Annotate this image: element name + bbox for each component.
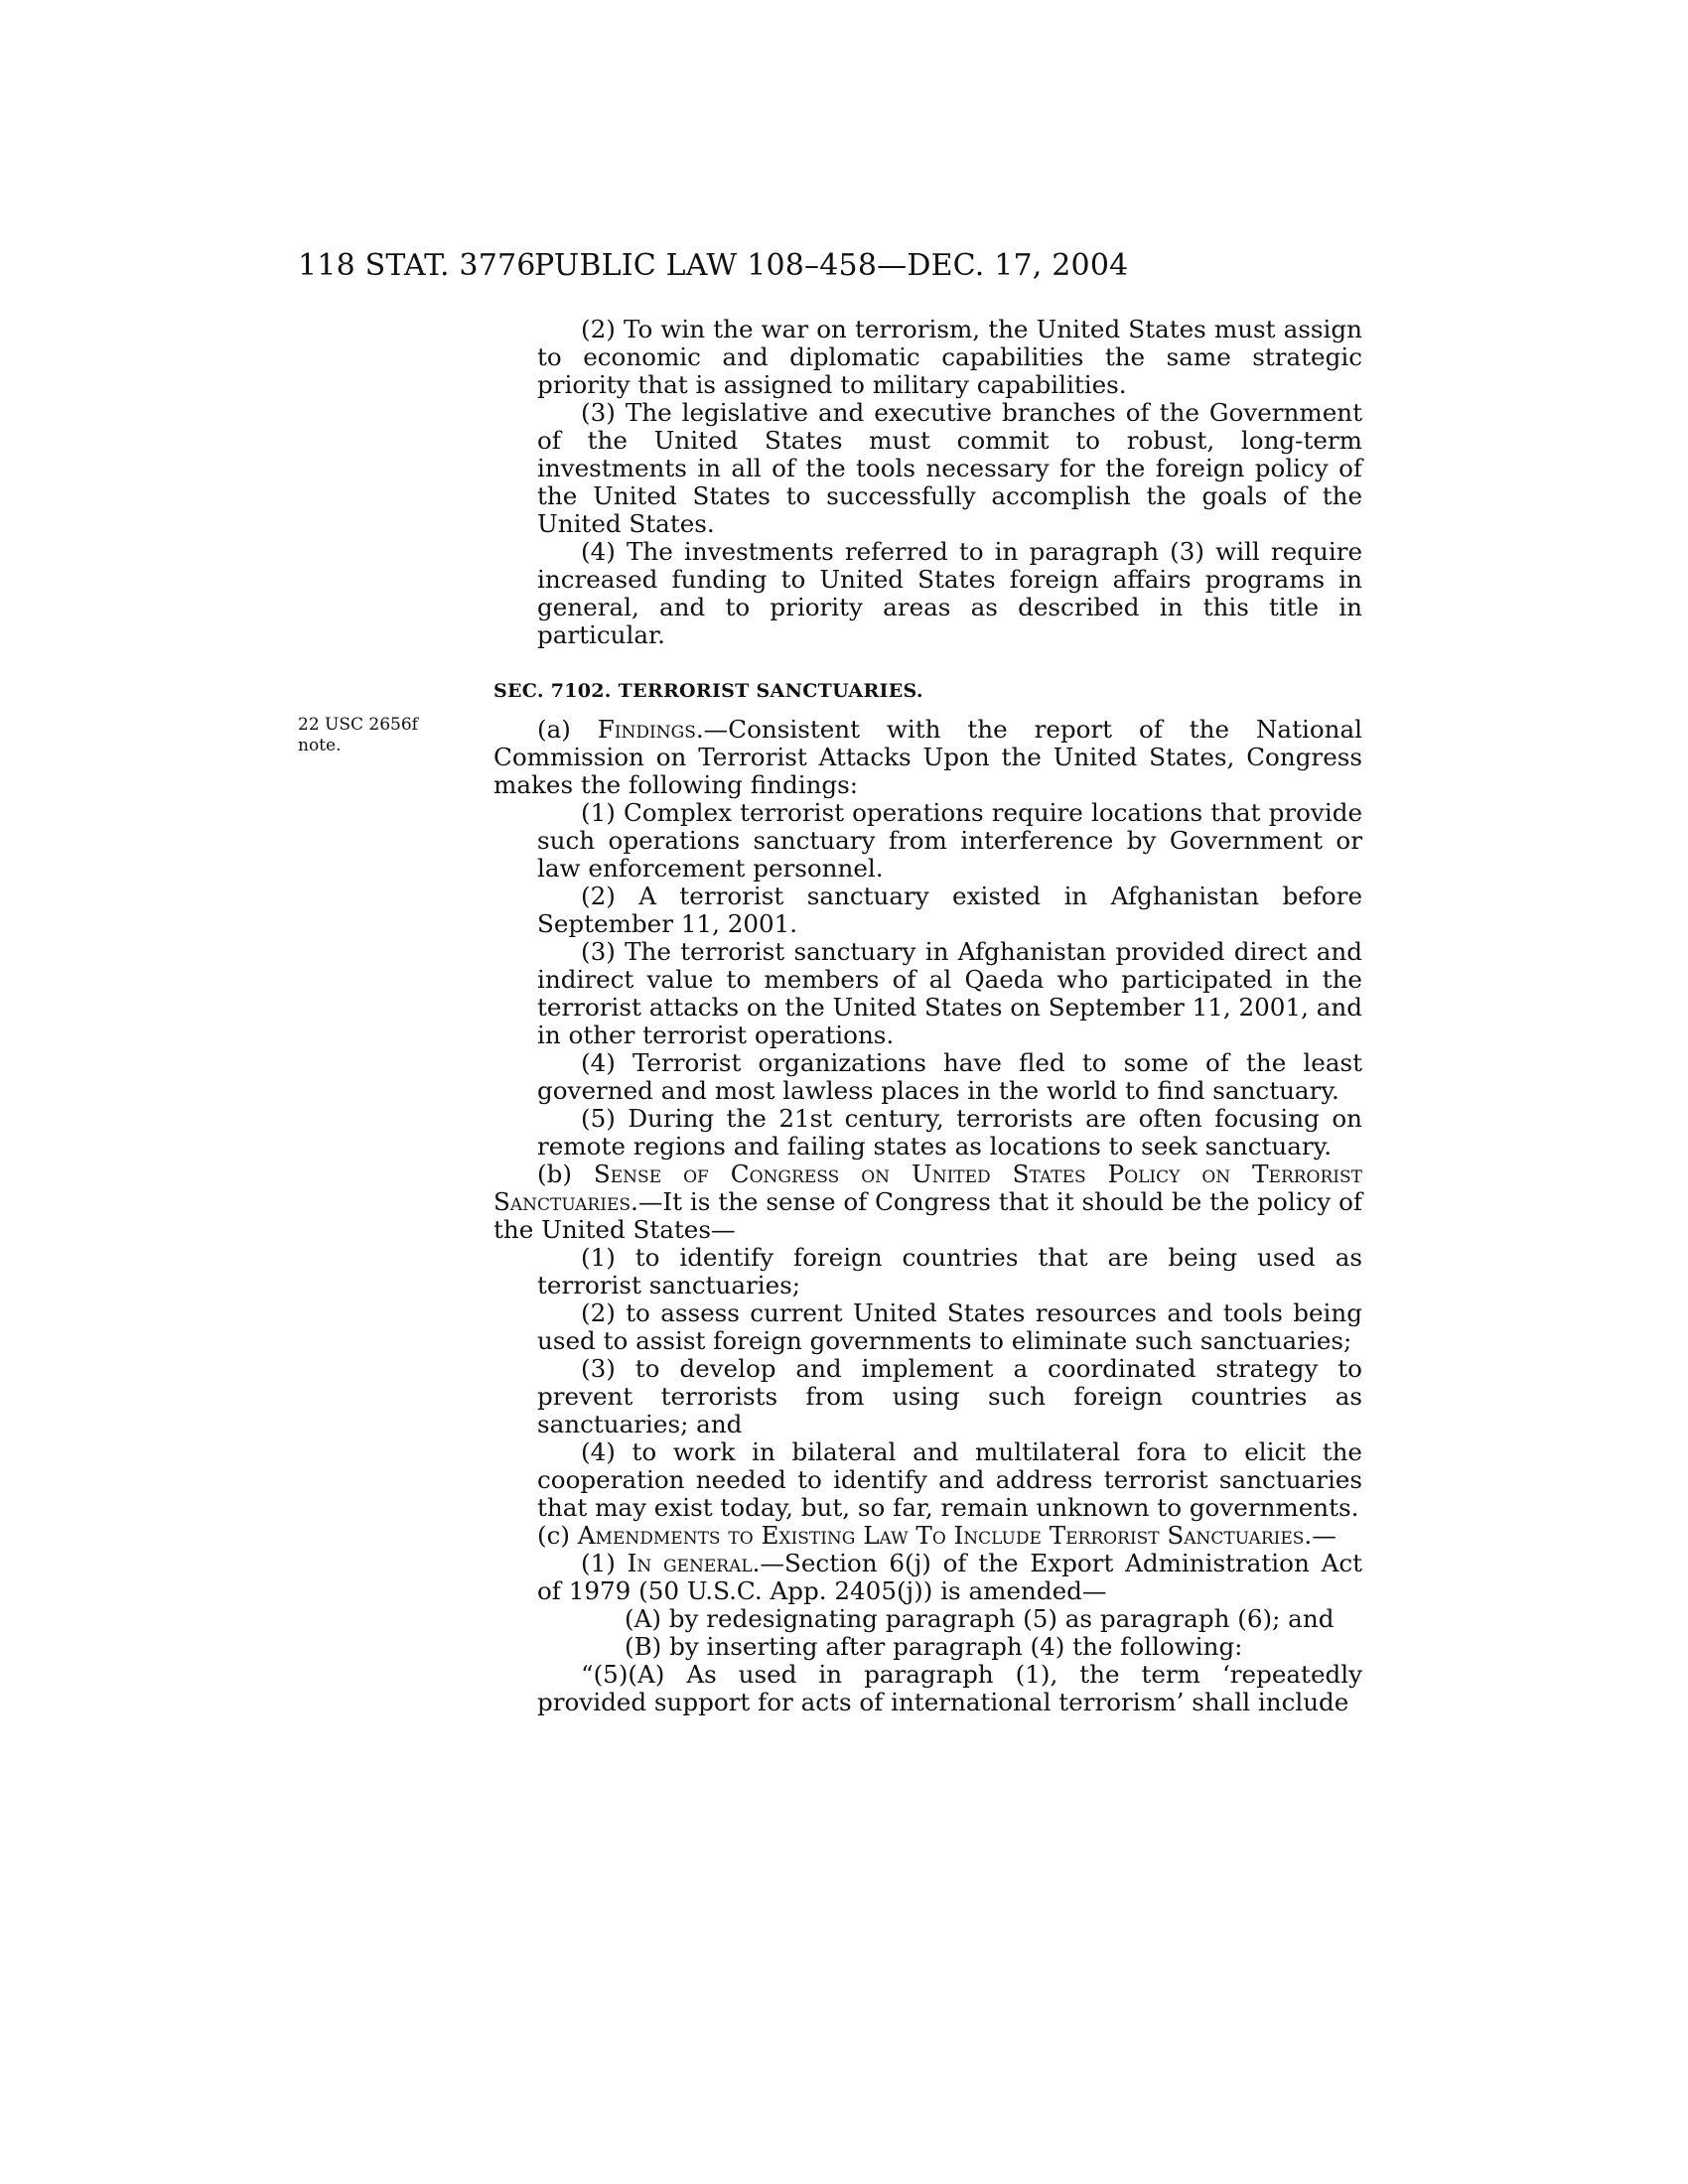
margin-note-line: 22 USC 2656f <box>298 715 418 735</box>
paragraph-heading: In general <box>627 1549 753 1577</box>
statute-page-number: 118 STAT. 3776 <box>298 248 536 283</box>
paragraph-3: (3) The legislative and executive branches of the Government of the United States must commit to robust, long-term investments in all of the tools necessary for the foreign policy of the United States to successfully accomplish the goals of the United States. <box>537 398 1362 538</box>
subsection-b <box>493 1160 1362 1244</box>
subsection-text: .—Consistent with the report of the National Commission on Terrorist Attacks Upon the United States, Congress makes the following findings: <box>493 715 1363 799</box>
running-header-title: PUBLIC LAW 108–458—DEC. 17, 2004 <box>534 248 1129 283</box>
subparagraph-a: (A) by redesignating paragraph (5) as paragraph (6); and <box>625 1604 1335 1633</box>
subsection-a <box>493 716 1362 799</box>
margin-note-line: note. <box>298 736 342 755</box>
paragraph-label: (1) <box>581 1549 628 1577</box>
subsection-text: .— <box>1304 1521 1336 1550</box>
document-body <box>493 316 1362 1716</box>
section-heading: SEC. 7102. TERRORIST SANCTUARIES. <box>493 680 923 702</box>
policy-item-2: (2) to assess current United States resources and tools being used to assist foreign governments to eliminate such sanctuaries; <box>537 1298 1362 1355</box>
subsection-label: (c) <box>537 1521 578 1550</box>
paragraph-text: .—Section 6(j) of the Export Administration Act of 1979 (50 U.S.C. App. 2405(j)) is amended— <box>537 1549 1362 1605</box>
subsection-label: (a) <box>537 715 598 744</box>
finding-4: (4) Terrorist organizations have fled to some of the least governed and most lawless places in the world to find sanctuary. <box>537 1048 1362 1105</box>
subsection-heading: Findings <box>597 715 696 744</box>
finding-3: (3) The terrorist sanctuary in Afghanistan provided direct and indirect value to members of al Qaeda who participated in the terrorist attacks on the United States on September 11, 2001, and in other terrorist operations. <box>537 937 1362 1049</box>
policy-item-4: (4) to work in bilateral and multilateral fora to elicit the cooperation needed to identify and address terrorist sanctuaries that may exist today, but, so far, remain unknown to governments. <box>537 1437 1362 1522</box>
finding-2: (2) A terrorist sanctuary existed in Afghanistan before September 11, 2001. <box>537 882 1362 938</box>
subparagraph-b: (B) by inserting after paragraph (4) the following: <box>625 1632 1243 1661</box>
finding-1: (1) Complex terrorist operations require locations that provide such operations sanctuary from interference by Government or law enforcement personnel. <box>537 798 1362 883</box>
subsection-text: .—It is the sense of Congress that it should be the policy of the United States— <box>493 1187 1362 1244</box>
subsection-heading: Sense of Congress on United States Policy on Terrorist Sanctuaries <box>493 1160 1362 1216</box>
policy-item-1: (1) to identify foreign countries that are being used as terrorist sanctuaries; <box>537 1243 1362 1299</box>
quoted-amendment: “(5)(A) As used in paragraph (1), the term ‘repeatedly provided support for acts of international terrorism’ shall include <box>537 1660 1362 1716</box>
margin-note <box>298 715 418 756</box>
finding-5: (5) During the 21st century, terrorists are often focusing on remote regions and failing states as locations to seek sanctuary. <box>537 1104 1362 1160</box>
paragraph-2: (2) To win the war on terrorism, the United States must assign to economic and diplomatic capabilities the same strategic priority that is assigned to military capabilities. <box>537 315 1362 399</box>
subsection-label: (b) <box>537 1160 594 1188</box>
policy-item-3: (3) to develop and implement a coordinated strategy to prevent terrorists from using such foreign countries as sanctuaries; and <box>537 1354 1362 1438</box>
paragraph-4: (4) The investments referred to in paragraph (3) will require increased funding to United States foreign affairs programs in general, and to priority areas as described in this title in particular. <box>537 537 1362 649</box>
subsection-c <box>493 1522 1362 1550</box>
paragraph-c1 <box>493 1550 1362 1605</box>
subsection-heading: Amendments to Existing Law To Include Terrorist Sanctuaries <box>577 1521 1305 1550</box>
